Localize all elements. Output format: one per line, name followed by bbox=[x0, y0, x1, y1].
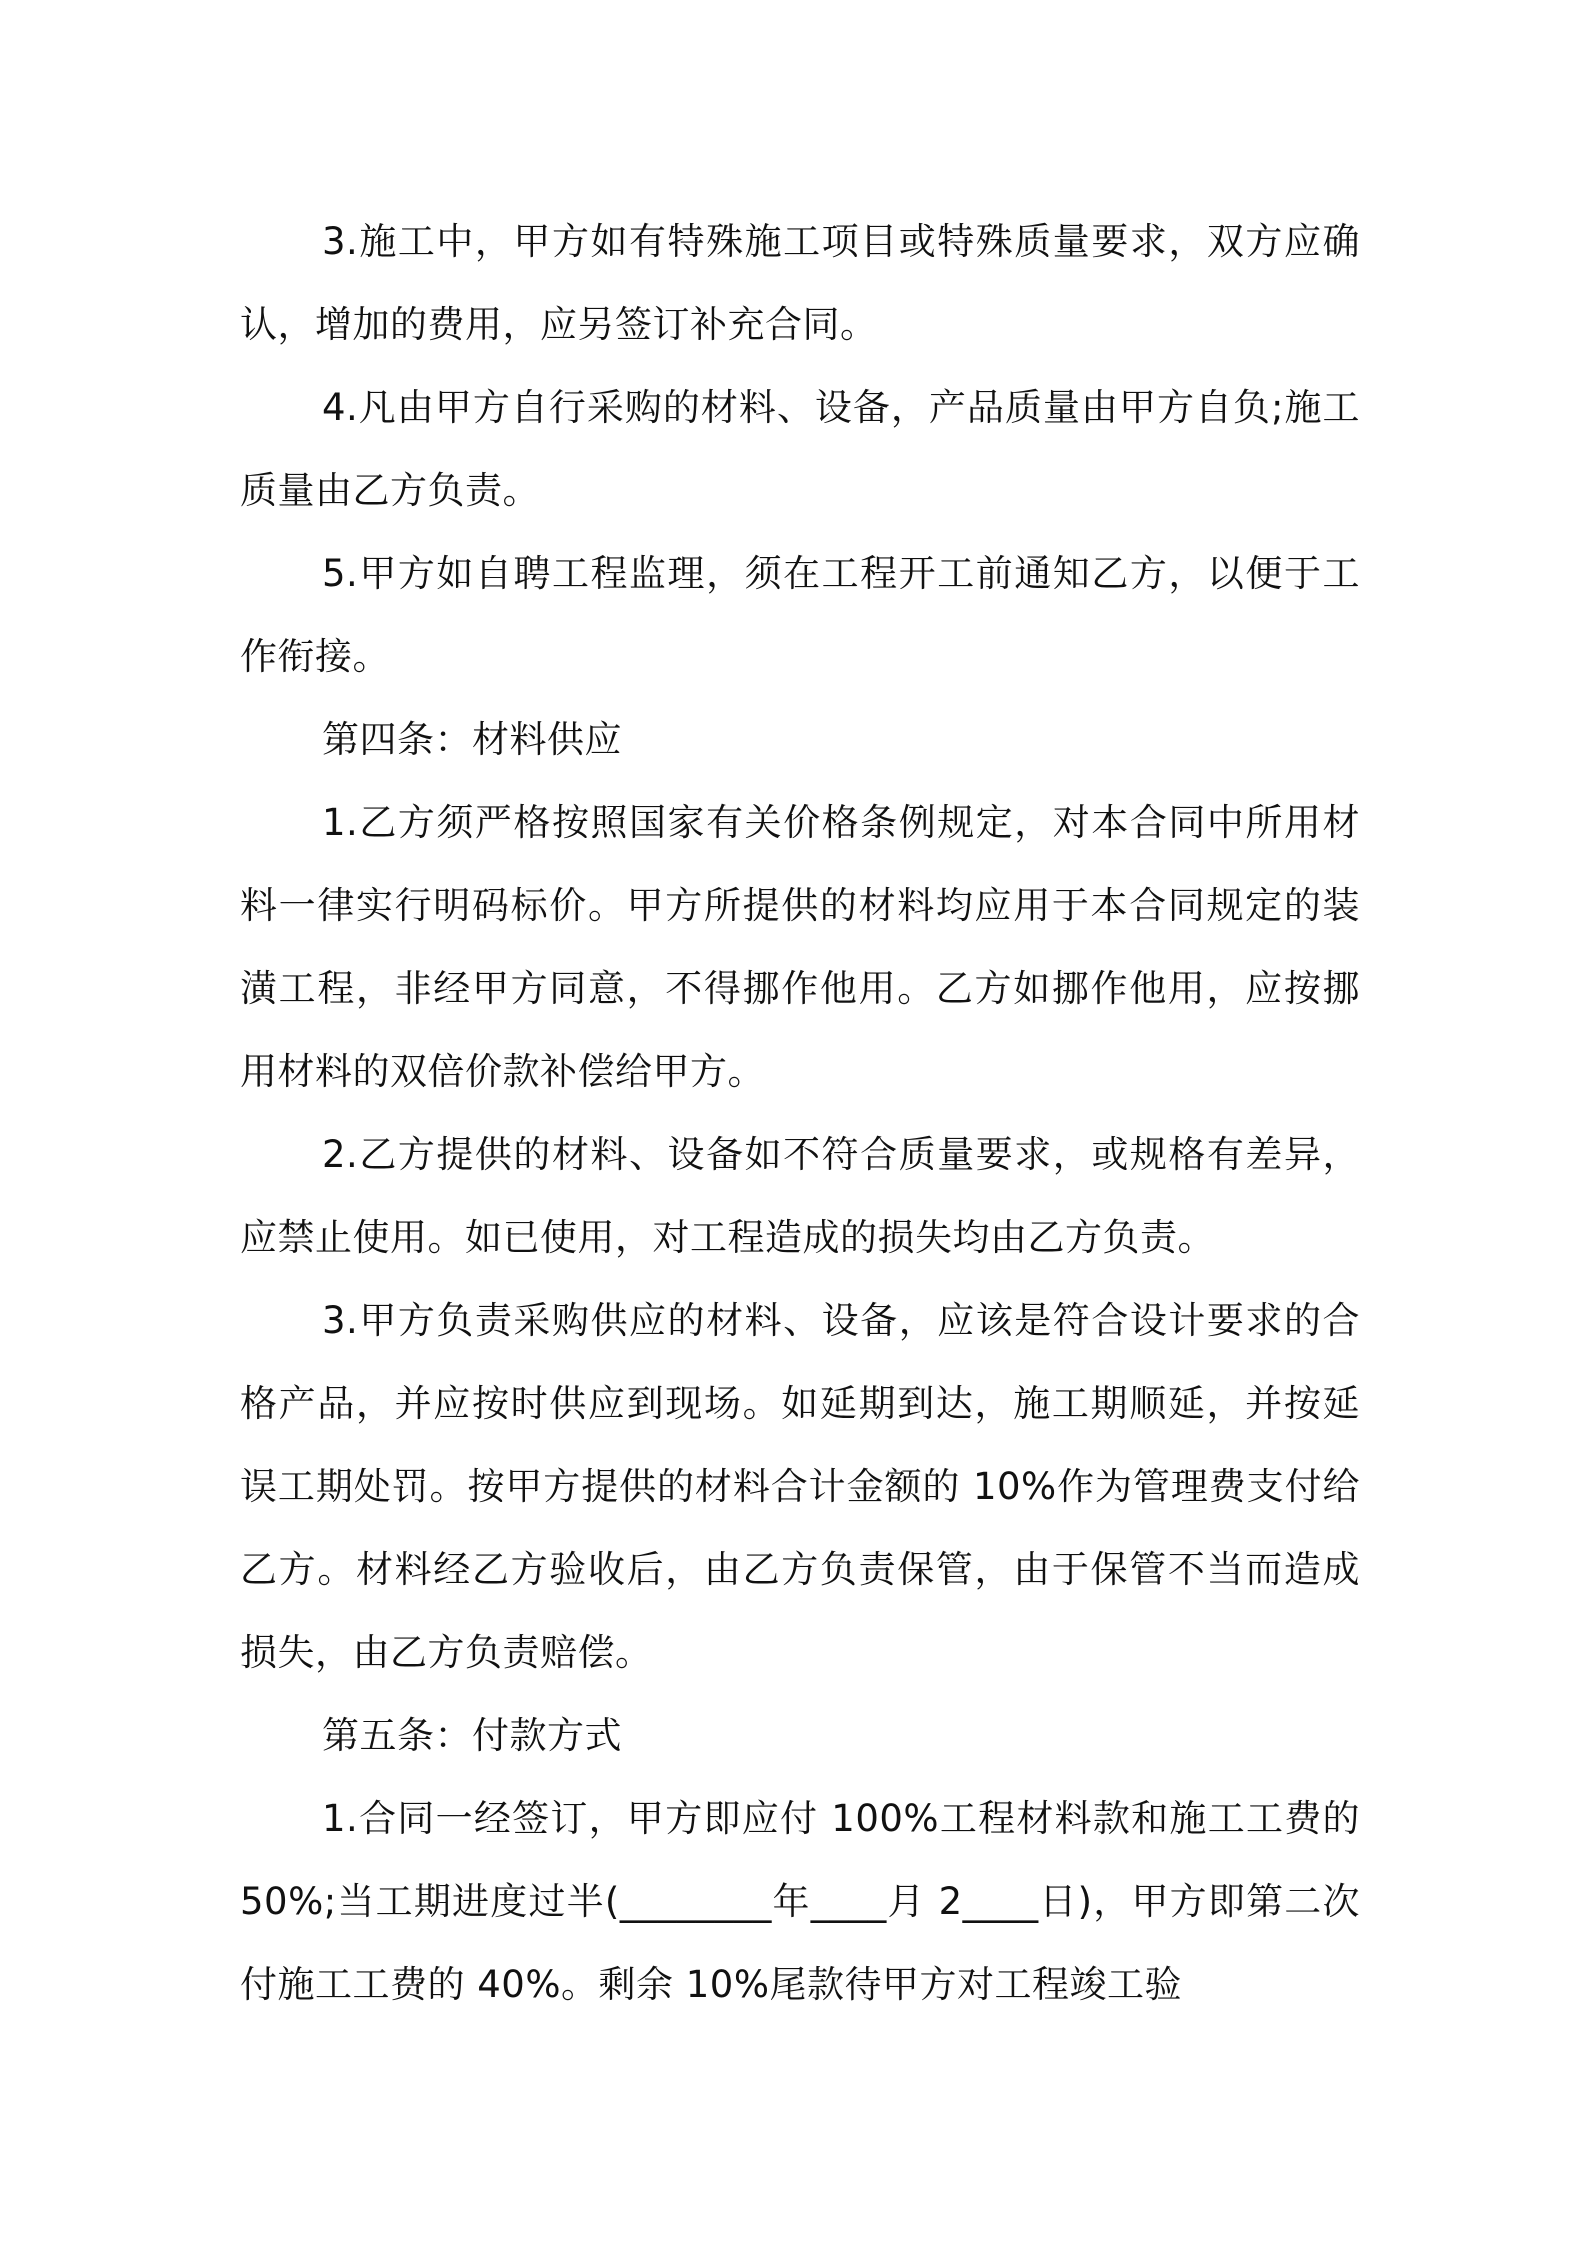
section-heading-article-4: 第四条：材料供应 bbox=[322, 718, 622, 761]
article-4-item-3: 3.甲方负责采购供应的材料、设备，应该是符合设计要求的合格产品，并应按时供应到现场。如延期到达，施工期顺延，并按延误工期处罚。按甲方提供的材料合计金额的 10%作为管理费支付给乙方。材料经乙方验收后，由乙方负责保管，由于保管不当而造成损失，由乙方负责赔偿。 bbox=[240, 1299, 1360, 1674]
article-5-item-1: 1.合同一经签订，甲方即应付 100%工程材料款和施工工费的 50%;当工期进度过半(________年____月 2____日)，甲方即第二次付施工工费的 40%。剩余 10%尾款待甲方对工程竣工验 bbox=[240, 1797, 1360, 2006]
section-heading-article-5: 第五条：付款方式 bbox=[322, 1714, 622, 1757]
article-4-item-1: 1.乙方须严格按照国家有关价格条例规定，对本合同中所用材料一律实行明码标价。甲方所提供的材料均应用于本合同规定的装潢工程，非经甲方同意，不得挪作他用。乙方如挪作他用，应按挪用材料的双倍价款补偿给甲方。 bbox=[240, 801, 1360, 1093]
article-4-item-2: 2.乙方提供的材料、设备如不符合质量要求，或规格有差异，应禁止使用。如已使用，对工程造成的损失均由乙方负责。 bbox=[240, 1133, 1360, 1259]
document-body bbox=[240, 200, 1360, 2026]
clause-3-special-requirements: 3.施工中，甲方如有特殊施工项目或特殊质量要求，双方应确认，增加的费用，应另签订补充合同。 bbox=[240, 220, 1360, 346]
clause-5-supervision: 5.甲方如自聘工程监理，须在工程开工前通知乙方，以便于工作衔接。 bbox=[240, 552, 1360, 678]
clause-4-self-purchased-materials: 4.凡由甲方自行采购的材料、设备，产品质量由甲方自负;施工质量由乙方负责。 bbox=[240, 386, 1360, 512]
